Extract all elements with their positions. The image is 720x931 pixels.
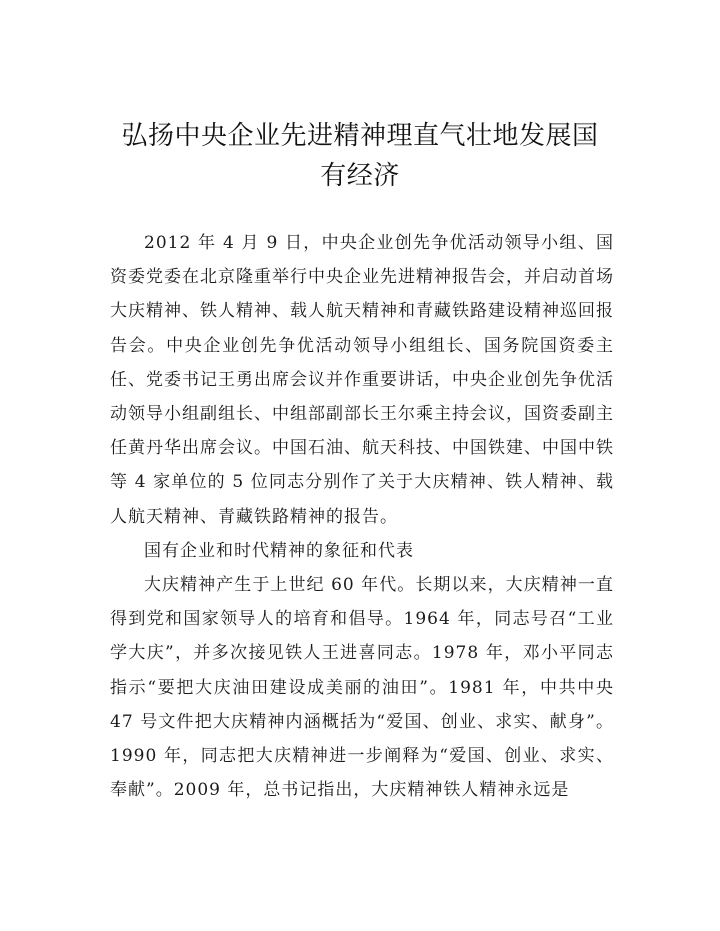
- document-body: [110, 226, 614, 807]
- section-heading: 国有企业和时代精神的象征和代表: [144, 540, 414, 561]
- paragraph-daqing-spirit: 大庆精神产生于上世纪 60 年代。长期以来，大庆精神一直得到党和国家领导人的培育和倡导。1964 年，同志号召“工业学大庆”，并多次接见铁人王进喜同志。1978 年，邓小平同志指示“要把大庆油田建设成美丽的油田”。1981 年，中共中央 47 号文件把大庆精神内涵概括为“爱国、创业、求实、献身”。1990 年，同志把大庆精神进一步阐释为“爱国、创业、求实、奉献”。2009 年，总书记指出，大庆精神铁人精神永远是: [110, 575, 614, 801]
- document-title: 弘扬中央企业先进精神理直气壮地发展国有经济: [121, 121, 599, 191]
- paragraph-meeting-report: 2012 年 4 月 9 日，中央企业创先争优活动领导小组、国资委党委在北京隆重举行中央企业先进精神报告会，并启动首场大庆精神、铁人精神、载人航天精神和青藏铁路建设精神巡回报告会。中央企业创先争优活动领导小组组长、国务院国资委主任、党委书记王勇出席会议并作重要讲话，中央企业创先争优活动领导小组副组长、中组部副部长王尔乘主持会议，国资委副主任黄丹华出席会议。中国石油、航天科技、中国铁建、中国中铁等 4 家单位的 5 位同志分别作了关于大庆精神、铁人精神、载人航天精神、青藏铁路精神的报告。: [110, 233, 614, 527]
